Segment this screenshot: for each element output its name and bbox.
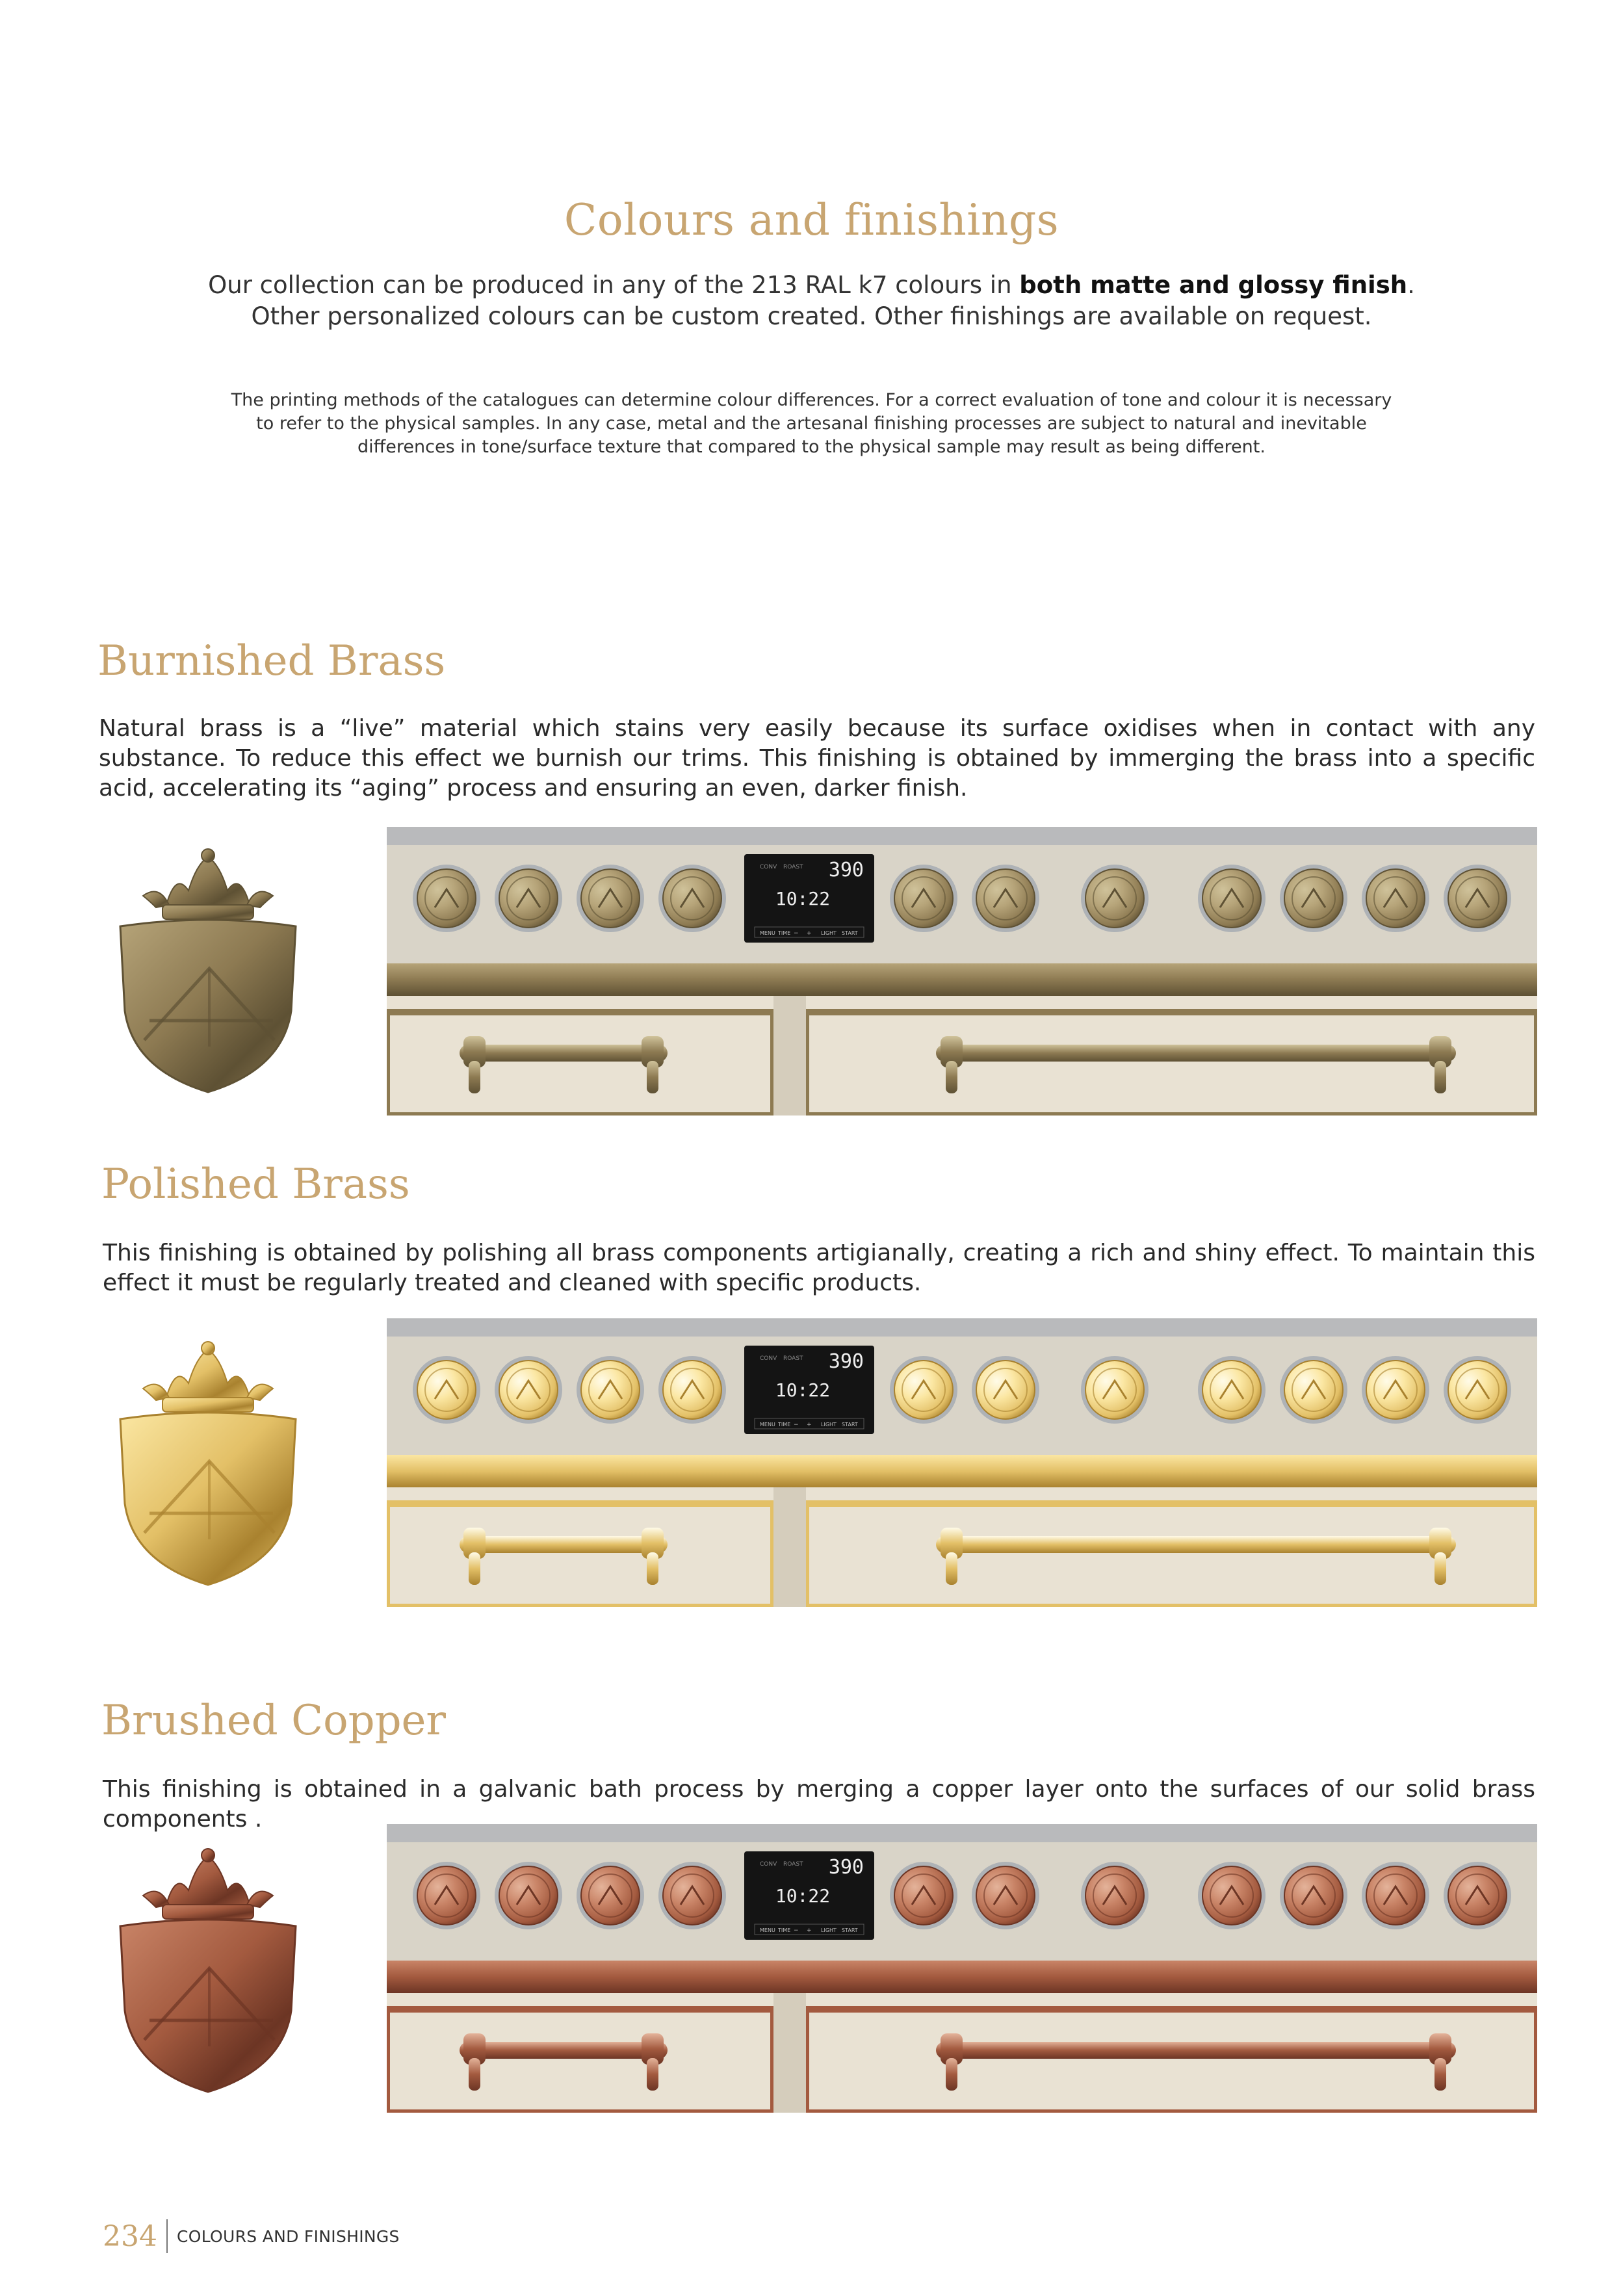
control-knob <box>1081 865 1149 932</box>
shield-icon <box>120 1920 296 2092</box>
display-btn-plus: + <box>807 1422 812 1428</box>
range-panel-polished <box>387 1318 1537 1607</box>
crest-emblem-polished <box>97 1338 318 1591</box>
control-knob <box>1280 1356 1347 1424</box>
control-knob <box>1280 1862 1347 1929</box>
trim-bar <box>387 963 1537 996</box>
panel-svg <box>387 827 1537 1115</box>
display-temperature: 390 <box>828 859 864 881</box>
section-title-burnished-brass: Burnished Brass <box>97 637 446 685</box>
crown-icon <box>143 1342 273 1412</box>
display-mode-left: CONV <box>760 1355 777 1362</box>
control-knob <box>413 865 480 932</box>
display-btn-menu: MENU <box>760 930 775 936</box>
display-time: 10:22 <box>775 1379 831 1401</box>
control-knob <box>495 865 562 932</box>
display-temperature: 390 <box>828 1350 864 1373</box>
section-title-brushed-copper: Brushed Copper <box>101 1697 446 1745</box>
section-title-polished-brass: Polished Brass <box>101 1160 410 1208</box>
control-knob <box>495 1862 562 1929</box>
display-btn-light: LIGHT <box>821 930 837 936</box>
control-knob <box>577 1356 644 1424</box>
display-btn-light: LIGHT <box>821 1422 837 1428</box>
control-knob <box>577 865 644 932</box>
control-knob <box>890 1356 957 1424</box>
control-knob <box>972 1862 1039 1929</box>
display-btn-minus: − <box>794 930 799 937</box>
control-knob <box>972 1356 1039 1424</box>
section-text-brushed-copper: This finishing is obtained in a galvanic bath process by merging a copper layer onto the surfaces of our solid brass components . <box>103 1776 1535 1833</box>
control-knob <box>1444 865 1511 932</box>
display-btn-time: TIME <box>778 1422 791 1428</box>
disclaimer <box>195 389 1428 459</box>
display-mode-right: ROAST <box>783 1355 803 1362</box>
control-knob <box>1362 865 1429 932</box>
intro-line-2: Other personalized colours can be custom created. Other finishings are available on request. <box>251 302 1372 330</box>
crest-emblem-burnished <box>97 845 318 1099</box>
crest-emblem-copper <box>97 1845 318 2098</box>
trim-bar <box>387 1455 1537 1487</box>
control-knob <box>1081 1862 1149 1929</box>
display-btn-start: START <box>842 1422 858 1428</box>
control-knob <box>577 1862 644 1929</box>
shield-icon <box>120 920 296 1092</box>
oven-display <box>744 854 874 943</box>
display-btn-minus: − <box>794 1422 799 1428</box>
footer-section-label: COLOURS AND FINISHINGS <box>176 2226 400 2246</box>
control-knob <box>972 865 1039 932</box>
range-panel-burnished <box>387 827 1537 1115</box>
crown-icon <box>143 1849 273 1919</box>
section-text-polished-brass: This finishing is obtained by polishing all brass components artigianally, creating a rich and shiny effect. To maintain this effect it must be regularly treated and cleaned with specific products. <box>103 1240 1535 1296</box>
page-title: Colours and finishings <box>564 195 1059 245</box>
shield-icon <box>120 1413 296 1585</box>
panel-svg <box>387 1318 1537 1607</box>
display-btn-menu: MENU <box>760 1927 775 1933</box>
display-btn-start: START <box>842 930 858 936</box>
control-knob <box>1444 1862 1511 1929</box>
display-mode-right: ROAST <box>783 864 803 870</box>
trim-bar <box>387 1961 1537 1993</box>
control-knob <box>658 865 726 932</box>
disclaimer-line-3: differences in tone/surface texture that compared to the physical sample may result as being different. <box>357 437 1266 457</box>
control-knob <box>1362 1862 1429 1929</box>
control-knob <box>1198 1862 1266 1929</box>
crown-icon <box>143 849 273 919</box>
page-footer <box>103 2218 400 2254</box>
control-knob <box>1444 1356 1511 1424</box>
display-mode-right: ROAST <box>783 1861 803 1868</box>
crest-svg <box>97 1845 318 2098</box>
display-btn-light: LIGHT <box>821 1927 837 1933</box>
control-knob <box>1280 865 1347 932</box>
intro-text <box>0 270 1623 332</box>
control-knob <box>1198 865 1266 932</box>
display-mode-left: CONV <box>760 864 777 870</box>
display-temperature: 390 <box>828 1856 864 1879</box>
display-btn-menu: MENU <box>760 1422 775 1428</box>
cooktop-edge <box>387 827 1537 845</box>
crest-svg <box>97 1338 318 1591</box>
control-knob <box>1198 1356 1266 1424</box>
oven-display <box>744 1851 874 1940</box>
display-btn-plus: + <box>807 1927 812 1934</box>
page-number: 234 <box>103 2219 157 2253</box>
crest-svg <box>97 845 318 1099</box>
display-time: 10:22 <box>775 888 831 909</box>
range-panel-copper <box>387 1824 1537 2113</box>
panel-svg <box>387 1824 1537 2113</box>
control-knob <box>890 1862 957 1929</box>
intro-line-1-post: . <box>1407 271 1415 299</box>
footer-divider <box>166 2219 168 2253</box>
intro-emphasis: both matte and glossy finish <box>1019 271 1408 299</box>
control-knob <box>495 1356 562 1424</box>
section-text-burnished-brass: Natural brass is a “live” material which stains very easily because its surface oxidises when in contact with any substance. To reduce this effect we burnish our trims. This finishing is obtained by immerging the brass into a specific acid, accelerating its “aging” process and ensuring an even, darker finish. <box>99 715 1535 802</box>
display-btn-minus: − <box>794 1927 799 1934</box>
cooktop-edge <box>387 1824 1537 1842</box>
cooktop-edge <box>387 1318 1537 1337</box>
display-btn-plus: + <box>807 930 812 937</box>
control-knob <box>1362 1356 1429 1424</box>
oven-display <box>744 1346 874 1434</box>
control-knob <box>413 1862 480 1929</box>
display-time: 10:22 <box>775 1885 831 1907</box>
disclaimer-line-2: to refer to the physical samples. In any case, metal and the artesanal finishing processes are subject to natural and inevitable <box>256 413 1367 434</box>
control-knob <box>413 1356 480 1424</box>
disclaimer-line-1: The printing methods of the catalogues can determine colour differences. For a correct evaluation of tone and colour it is necessary <box>231 390 1392 410</box>
display-btn-time: TIME <box>778 930 791 936</box>
control-knob <box>658 1356 726 1424</box>
intro-line-1-pre: Our collection can be produced in any of the 213 RAL k7 colours in <box>208 271 1020 299</box>
control-knob <box>1081 1356 1149 1424</box>
display-mode-left: CONV <box>760 1861 777 1868</box>
control-knob <box>890 865 957 932</box>
display-btn-time: TIME <box>778 1927 791 1933</box>
intro-line-1 <box>0 270 1623 301</box>
control-knob <box>658 1862 726 1929</box>
display-btn-start: START <box>842 1927 858 1933</box>
